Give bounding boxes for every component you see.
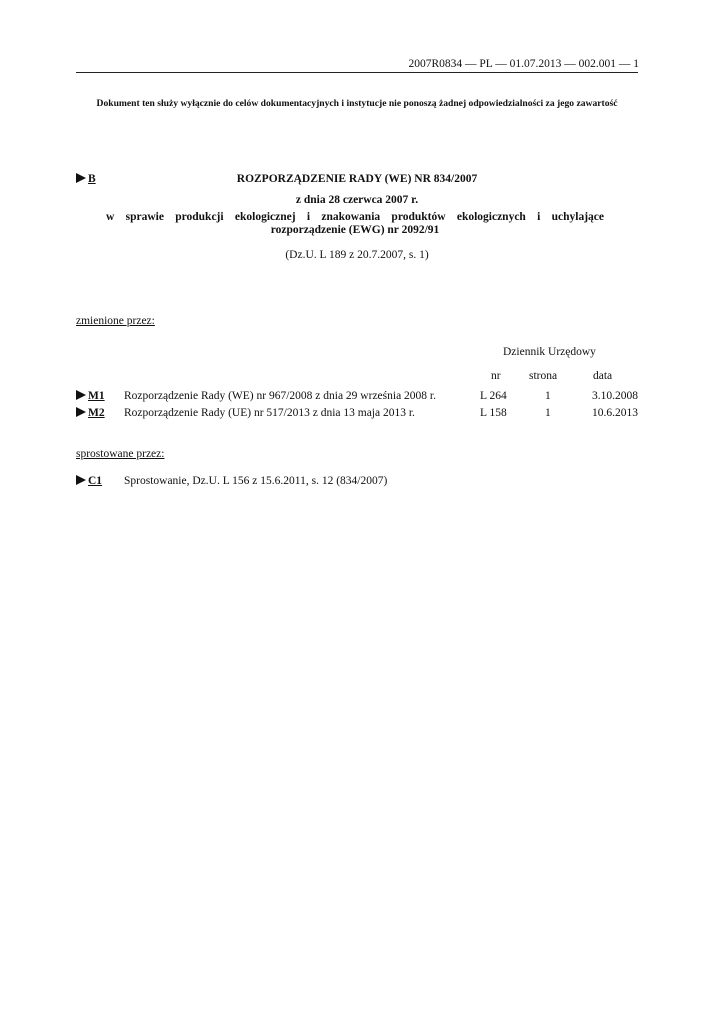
base-marker-code: B <box>88 173 96 185</box>
amendment-date: 10.6.2013 <box>592 407 638 419</box>
arrow-right-icon <box>76 475 86 485</box>
amendment-marker-code: M1 <box>88 390 105 402</box>
regulation-date: z dnia 28 czerwca 2007 r. <box>295 194 419 206</box>
correction-marker-code: C1 <box>88 475 103 487</box>
arrow-right-icon <box>76 390 86 400</box>
amendment-marker-m1[interactable] <box>76 390 105 402</box>
column-header-nr: nr <box>491 370 501 382</box>
amendment-marker-m2[interactable] <box>76 407 105 419</box>
amendment-description: Rozporządzenie Rady (WE) nr 967/2008 z dnia 29 września 2008 r. <box>124 390 436 402</box>
header-divider <box>76 72 638 73</box>
journal-header: Dziennik Urzędowy <box>503 346 596 358</box>
amendment-journal-number: L 158 <box>480 407 507 419</box>
corrected-by-label: sprostowane przez: <box>76 448 165 460</box>
amendment-page: 1 <box>545 390 551 402</box>
column-header-data: data <box>593 370 613 382</box>
disclaimer: Dokument ten służy wyłącznie do celów dokumentacyjnych i instytucje nie ponoszą żadnej odpowiedzialności za jego zawartość <box>96 98 618 109</box>
amendment-date: 3.10.2008 <box>592 390 638 402</box>
amendment-journal-number: L 264 <box>480 390 507 402</box>
regulation-title: ROZPORZĄDZENIE RADY (WE) NR 834/2007 <box>236 173 478 185</box>
regulation-subject: w sprawie produkcji ekologicznej i znakowania produktów ekologicznych i uchylające rozporządzenie (EWG) nr 2092/91 <box>106 211 604 236</box>
document-reference: 2007R0834 — PL — 01.07.2013 — 002.001 — 1 <box>408 58 639 70</box>
correction-description: Sprostowanie, Dz.U. L 156 z 15.6.2011, s. 12 (834/2007) <box>124 475 388 487</box>
amended-by-label: zmienione przez: <box>76 315 155 327</box>
column-header-strona: strona <box>529 370 558 382</box>
correction-marker-c1[interactable] <box>76 475 102 487</box>
arrow-right-icon <box>76 407 86 417</box>
amendment-page: 1 <box>545 407 551 419</box>
amendment-marker-code: M2 <box>88 407 105 419</box>
official-journal-reference: (Dz.U. L 189 z 20.7.2007, s. 1) <box>285 249 429 261</box>
amendment-description: Rozporządzenie Rady (UE) nr 517/2013 z dnia 13 maja 2013 r. <box>124 407 415 419</box>
